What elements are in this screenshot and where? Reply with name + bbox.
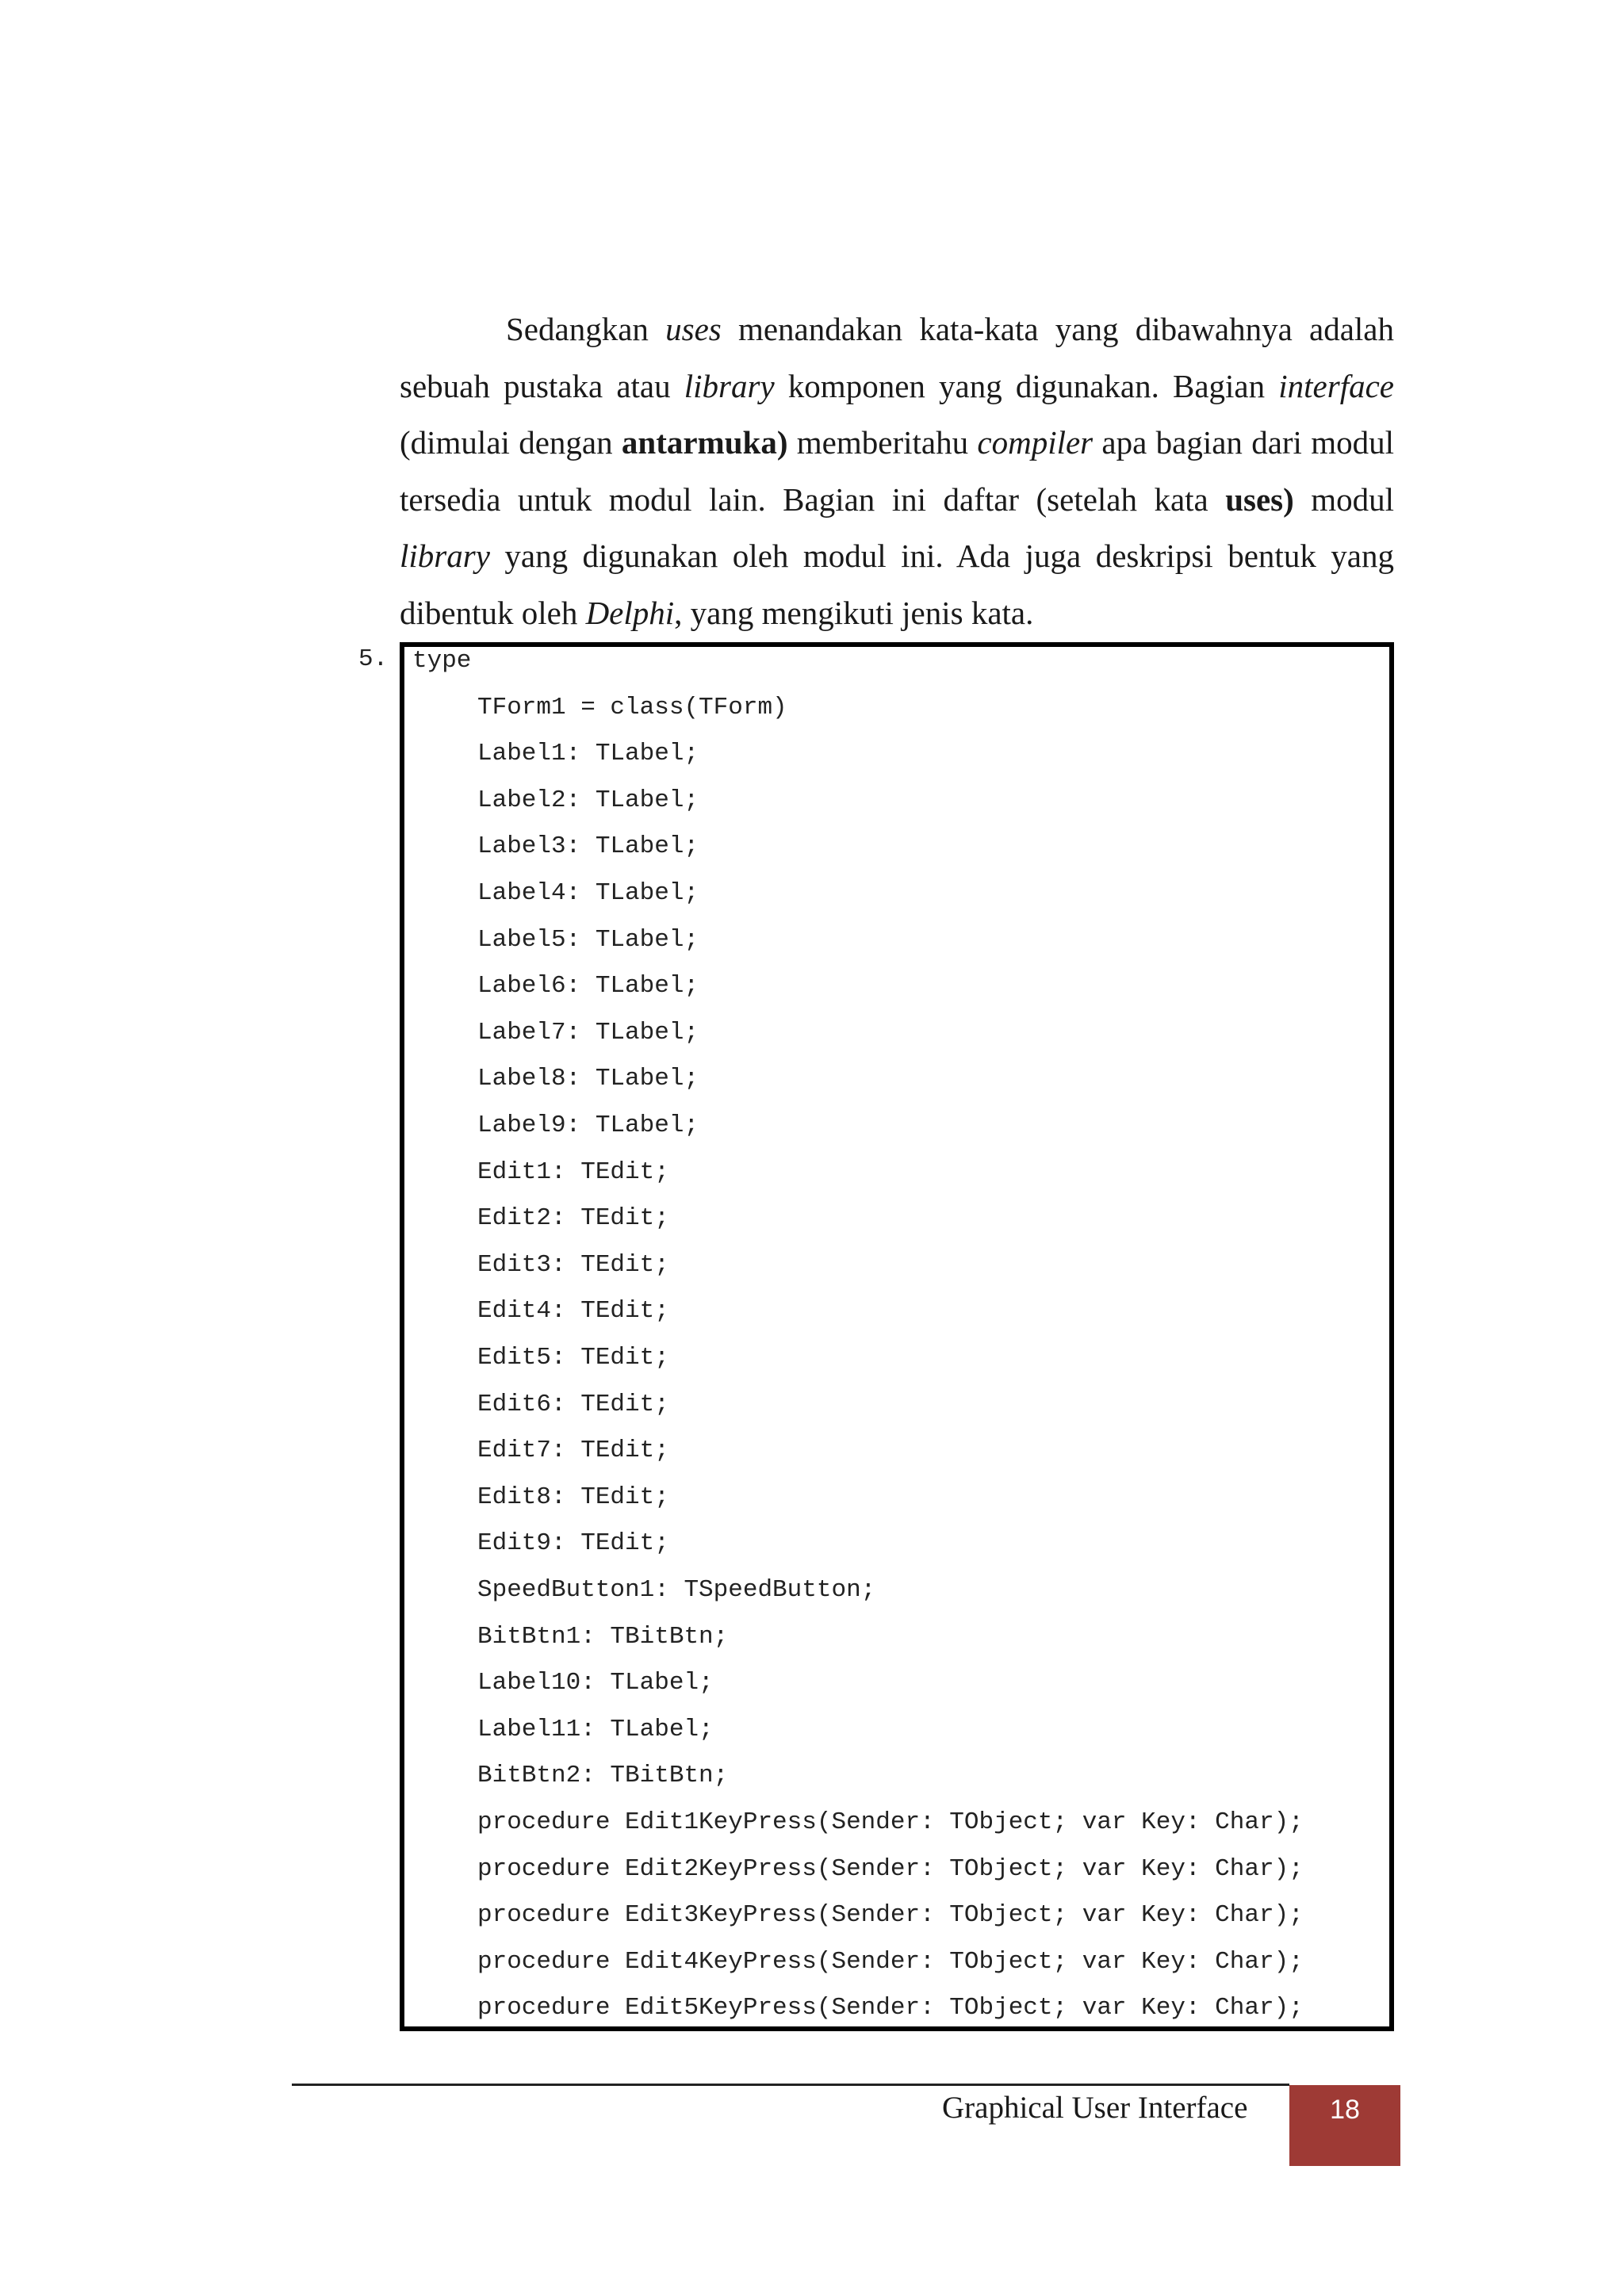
code-listing-box [400,642,1394,2031]
code-line: Label6: TLabel; [477,972,699,1001]
code-line: SpeedButton1: TSpeedButton; [477,1576,876,1604]
paragraph-term-library: library [684,367,775,404]
paragraph-term-uses-bold: uses) [1225,480,1294,518]
paragraph-text: memberitahu [787,424,978,461]
code-line: BitBtn1: TBitBtn; [477,1622,729,1651]
footer-title: Graphical User Interface [942,2091,1248,2125]
code-line: procedure Edit1KeyPress(Sender: TObject; var Key: Char); [477,1808,1304,1836]
body-paragraph [400,301,1394,641]
code-line: Edit1: TEdit; [477,1158,669,1186]
code-line: Edit3: TEdit; [477,1250,669,1279]
code-line: type [412,647,472,675]
code-line: Edit4: TEdit; [477,1297,669,1326]
paragraph-text: , yang mengikuti jenis kata. [674,594,1034,631]
code-line: procedure Edit3KeyPress(Sender: TObject; var Key: Char); [477,1901,1304,1930]
code-line: Edit8: TEdit; [477,1483,669,1511]
code-line: BitBtn2: TBitBtn; [477,1762,729,1790]
code-line: Label2: TLabel; [477,786,699,814]
code-line: Edit7: TEdit; [477,1437,669,1465]
code-line: Label10: TLabel; [477,1669,714,1697]
paragraph-text: yang digunakan oleh modul ini. Ada juga deskripsi bentuk yang dibentuk oleh [400,538,1394,631]
code-line: Label11: TLabel; [477,1715,714,1743]
code-line: procedure Edit4KeyPress(Sender: TObject; var Key: Char); [477,1947,1304,1976]
code-line: Edit9: TEdit; [477,1529,669,1558]
paragraph-text: Sedangkan [506,311,666,347]
paragraph-text: apa bagian dari modul tersedia untuk modul lain. Bagian ini daftar (setelah kata [400,424,1395,518]
paragraph-term-antarmuka: antarmuka) [621,424,788,461]
code-line: Label4: TLabel; [477,879,699,907]
paragraph-term-delphi: Delphi [585,594,675,631]
code-line: Label8: TLabel; [477,1065,699,1093]
paragraph-text: komponen yang digunakan. Bagian [774,367,1279,404]
paragraph-term-interface: interface [1278,367,1394,404]
page-number-badge: 18 [1289,2085,1400,2166]
code-line: Label7: TLabel; [477,1018,699,1047]
code-line: Label5: TLabel; [477,925,699,954]
code-line: Label9: TLabel; [477,1112,699,1139]
code-line: Edit2: TEdit; [477,1204,669,1233]
code-line: Label3: TLabel; [477,832,699,861]
code-line: TForm1 = class(TForm) [477,693,787,721]
paragraph-text: (dimulai dengan [400,424,622,461]
listing-number: 5. [358,645,389,673]
paragraph-term-library-2: library [400,538,490,574]
paragraph-term-compiler: compiler [977,424,1094,461]
paragraph-text: modul [1293,480,1394,518]
paragraph-term-uses: uses [665,311,722,347]
footer-divider [292,2084,1289,2086]
code-line: procedure Edit2KeyPress(Sender: TObject; var Key: Char); [477,1854,1304,1883]
code-line: Edit5: TEdit; [477,1344,669,1372]
code-line: Label1: TLabel; [477,740,699,768]
code-line: procedure Edit5KeyPress(Sender: TObject; var Key: Char); [477,1994,1304,2022]
code-line: Edit6: TEdit; [477,1390,669,1418]
paragraph-text: menandakan kata-kata yang dibawahnya adalah sebuah pustaka atau [400,311,1394,404]
